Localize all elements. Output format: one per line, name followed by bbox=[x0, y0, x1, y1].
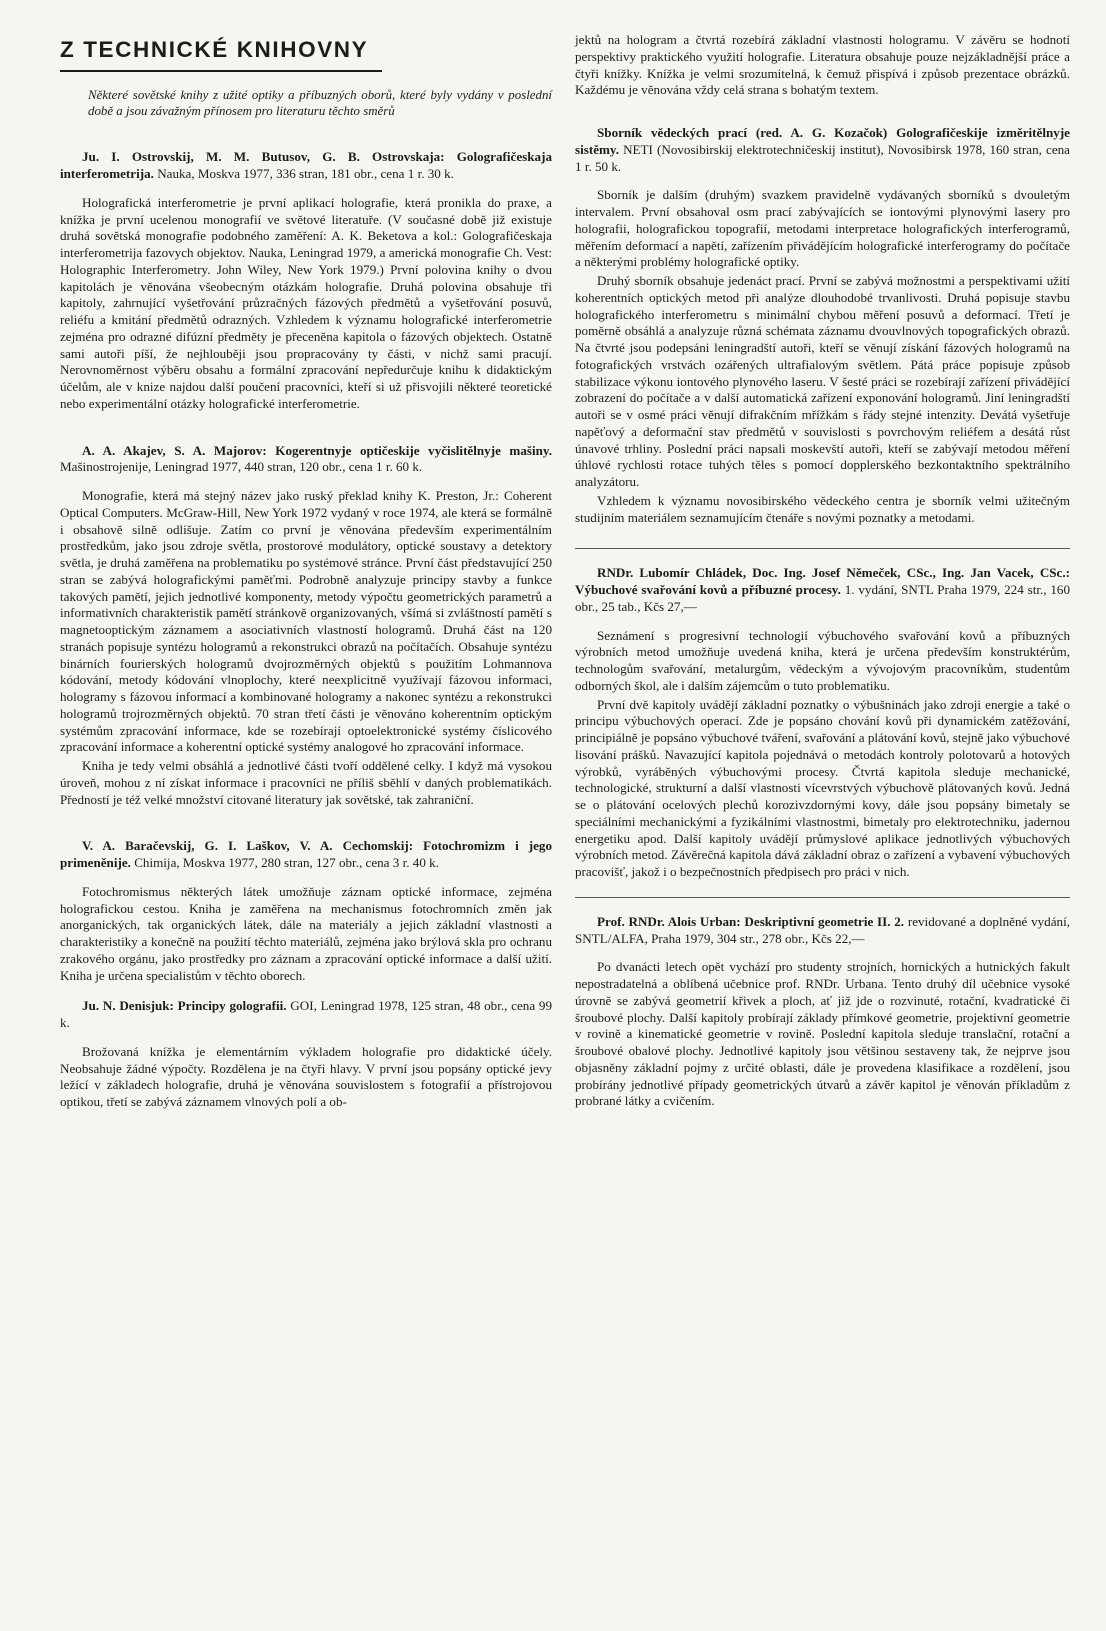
review-chladek bbox=[575, 565, 1070, 881]
review-paragraph: Fotochromismus některých látek umožňuje záznam optické informace, zejména holografickou cestou. Kniha je zaměřena na mechanismus fotochromních změn jak anorganických, tak organických látek, dále na materiály a jejich základní vlastnosti a charakteristiky a konečně na použití těchto materiálů, zejména jako brýlová skla pro ochranu zrakového orgánu, jako prostředky pro záznam a zpracování optické informace a další užití. Kniha je určena specialistům v těchto oborech. bbox=[60, 883, 552, 983]
intro-text: Některé sovětské knihy z užité optiky a příbuzných oborů, které byly vydány v poslední době a jsou závažným přínosem pro literaturu těchto směrů bbox=[88, 88, 552, 118]
review-kozacok bbox=[575, 125, 1070, 526]
review-body bbox=[60, 884, 552, 985]
review-ostrovskij bbox=[60, 149, 552, 412]
review-body bbox=[575, 628, 1070, 881]
book-publisher: Chimija, Moskva 1977, 280 stran, 127 obr., cena 3 r. 40 k. bbox=[130, 855, 439, 871]
review-body bbox=[60, 488, 552, 808]
book-title: Sborník vědeckých prací (red. A. G. Kozačok) Golografičeskije izměritělnyje sistěmy. bbox=[575, 125, 1070, 157]
title-rule bbox=[60, 70, 382, 72]
book-title: V. A. Baračevskij, G. I. Laškov, V. A. Cechomskij: Fotochromizm i jego primeněnije. bbox=[60, 838, 552, 871]
review-paragraph-continued: jektů na hologram a čtvrtá rozebírá základní vlastnosti hologramu. V závěru se hodnotí perspektivy praktického využití holografie. Literatura obsahuje pouze nejzákladnější práce a čtyři knížky. Knížka je velmi srozumitelná, k čemuž přispívá i způsob prezentace obrázků. Každému je věnována vždy celá strana s bohatým textem. bbox=[575, 32, 1070, 98]
review-paragraph: Druhý sborník obsahuje jedenáct prací. První se zabývá možnostmi a perspektivami užití koherentních optických metod při analýze dlouhodobé trvanlivosti. Druhá popisuje stavbu holografického interferometru s minimální chybou měření posuvů a deformací. Třetí je poměrně obsáhlá a analyzuje různá schémata záznamu dvouvlnových topografických obrazů. Na čtvrté jsou podepsáni leningradští autoři, kteří se věnují získání fázových hologramů na fotografických vrstvách ozářených ultrafialovým světlem. Pátá práce popisuje způsob stabilizace výkonu iontového plynového laseru. V šesté práci se rozebírají zařízení přivádějící zobrazení do počítače a v další automatická zařízení exponování hologramů. Jiní leningradští autoři se v osmé práci věnují difrakčním mřížkám s řády stejné intenzity. Devátá vyšetřuje napěťový a deformační stav předmětů v souvislosti s povrchovým reliéfem a desátá růst únavové trhliny. Poslední práci napsali moskevští autoři, kteří se zabývají metodou měření úhlové rychlosti rotace tuhých těles s pomocí dopplerského bezkontaktního spektrálního analyzátoru. bbox=[575, 273, 1070, 489]
book-title: RNDr. Lubomír Chládek, Doc. Ing. Josef Němeček, CSc., Ing. Jan Vacek, CSc.: Výbuchové svařování kovů a příbuzné procesy. bbox=[575, 565, 1070, 597]
review-urban bbox=[575, 914, 1070, 1110]
book-publisher: revidované a doplněné vydání, SNTL/ALFA, Praha 1979, 304 str., 278 obr., Kčs 22,— bbox=[575, 913, 1070, 946]
review-paragraph: Kniha je tedy velmi obsáhlá a jednotlivé části tvoří oddělené celky. I když má vysokou úroveň, mohou z ní získat informace i pracovníci ne příliš sběhlí v daných problematikách. Předností je též velké množství citované literatury jak sovětské, tak zahraniční. bbox=[60, 758, 552, 807]
book-publisher: Nauka, Moskva 1977, 336 stran, 181 obr., cena 1 r. 30 k. bbox=[153, 166, 454, 182]
review-paragraph: První dvě kapitoly uvádějí základní poznatky o výbušninách jako zdroji energie a také o principu výbuchových operací. Zde je popsáno chování kovů při dynamickém zatěžování, principiálně je popsáno výbuchové tváření, svařování a plátování kovů, stejně jako výbuchové lisování prášků. Navazující kapitola pojednává o metodách kontroly polotovarů a hotových výrobků, vyráběných výbuchovými procesy. Čtvrtá kapitola sleduje mechanické, technologické, strukturní a další vlastnosti vícevrstvých výbuchově plátovaných kovů. Jedná se o plátování ocelových plechů korozivzdornými kovy, dále jsou popsány bimetaly se speciálními mechanickými a fyzikálními vlastnostmi, bimetaly pro elektrotechniku, jadernou energetiku apod. Další kapitoly uvádějí průmyslové aplikace jednotlivých výbuchových výrobních metod. Závěrečná kapitola dává základní obraz o zařízení a vybavení výbuchových pracovišť, jakož i o bezpečnostních předpisech pro práci v nich. bbox=[575, 696, 1070, 879]
section-title: Z TECHNICKÉ KNIHOVNY bbox=[60, 37, 369, 62]
book-title: Prof. RNDr. Alois Urban: Deskriptivní geometrie II. 2. bbox=[597, 913, 905, 929]
book-reference bbox=[575, 565, 1070, 615]
review-denisjuk-continued bbox=[575, 32, 1070, 99]
review-paragraph: Seznámení s progresivní technologií výbuchového svařování kovů a příbuzných výrobních metod umožňuje uvedená kniha, která je určena především konstruktérům, technologům svařování, metalurgům, vědeckým a vývojovým pracovníkům, studentům odborných škol, ale i dalším zájemcům o tuto problematiku. bbox=[575, 627, 1070, 693]
book-reference bbox=[60, 443, 552, 477]
left-column bbox=[60, 32, 552, 1111]
review-body bbox=[575, 187, 1070, 526]
review-body bbox=[60, 195, 552, 413]
book-reference bbox=[575, 125, 1070, 175]
review-denisjuk bbox=[60, 998, 552, 1111]
book-publisher: NETI (Novosibirskij elektrotechničeskij institut), Novosibirsk 1978, 160 stran, cena 1 r. 50 k. bbox=[575, 141, 1070, 174]
review-body bbox=[60, 1044, 552, 1111]
book-reference bbox=[60, 149, 552, 183]
review-paragraph: Po dvanácti letech opět vychází pro studenty strojních, hornických a hutnických fakult nepostradatelná a oblíbená učebnice prof. RNDr. Urbana. Tento druhý díl učebnice vysoké úrovně se zabývá geometrií křivek a ploch, ať již jde o rozvinuté, rotační, kvadratické či šroubové plochy. Další kapitoly probírají základy přímkové geometrie, projektivní geometrie v rovině a kinematické geometrie v rovině. Poslední kapitola sleduje translační, rotační a šroubové obalové plochy. Jednotlivé kapitoly jsou většinou sestaveny tak, že nejprve jsou objasněny základní pojmy z určité oblasti, dále je provedena klasifikace a rozdělení, jsou probírány jednotlivé případy geometrických útvarů a závěr kapitol je věnován příkladům z probrané látky a cvičením. bbox=[575, 959, 1070, 1109]
book-title: Ju. I. Ostrovskij, M. M. Butusov, G. B. Ostrovskaja: Golografičeskaja interferometrija. bbox=[60, 149, 552, 182]
book-publisher: Mašinostrojenije, Leningrad 1977, 440 stran, 120 obr., cena 1 r. 60 k. bbox=[60, 459, 423, 475]
review-baracevskij bbox=[60, 838, 552, 984]
book-publisher: GOI, Leningrad 1978, 125 stran, 48 obr., cena 99 k. bbox=[60, 998, 552, 1031]
review-paragraph: Brožovaná knížka je elementárním výkladem holografie pro didaktické účely. Neobsahuje žádné výpočty. Rozdělena je na čtyři hlavy. V první jsou popsány optické jevy ležící v základech holografie, druhá je věnována souvislostem s fotografií a přístrojovou optikou, třetí se zabývá záznamem vlnových polí a ob- bbox=[60, 1043, 552, 1110]
book-reference bbox=[60, 838, 552, 872]
review-paragraph: Holografická interferometrie je první aplikací holografie, která pronikla do praxe, a knížka je první ucelenou monografií ve světové literatuře. (V současné době již existuje druhá sovětská monografie podobného zaměření: A. K. Beketova a kol.: Golografičeskaja interferometrija fazovych objektov. Nauka, Leningrad 1979, a americká monografie Ch. Vest: Holographic Interferometry. John Wiley, New York 1979.) První polovina knihy o dvou kapitolách je věnována všeobecným otázkám holografie. Druhá polovina obsahuje tři kapitoly, zahrnující vyšetřování průzračných fázových předmětů a vyšetřování posuvů, reliéfu a kmitání předmětů odrazných. Vzhledem k významu holografické interferometrie zejména pro odrazné difúzní předměty je přeceněna kapitola o fázových objektech. Ostatně sami autoři píší, že nejhlouběji jsou propracovány ty části, v nichž sami pracují. Nerovnoměrnost výběru obsahu a formální zpracování nepředurčuje knihu k didaktickým účelům, ale v knize najdou další poučení pracovníci, kteří si už přisvojili některé teoretické nebo experimentální otázky holografické interferometrie. bbox=[60, 194, 552, 411]
review-paragraph: Vzhledem k významu novosibirského vědeckého centra je sborník velmi užitečným studijním materiálem seznamujícím čtenáře s novými poznatky a metodami. bbox=[575, 492, 1070, 525]
book-reference bbox=[60, 998, 552, 1032]
review-paragraph: Sborník je dalším (druhým) svazkem pravidelně vydávaných sborníků s dvouletým intervalem. První obsahoval osm prací zabývajících se iontovými plynovými lasery pro holografii, holografickou topografií, metodami interpretace holografických interferogramů, měřením deformací a napětí, zařízením přivádějícím holografické interferogramy do počítače a některými problémy holografické optiky. bbox=[575, 187, 1070, 270]
book-title: A. A. Akajev, S. A. Majorov: Kogerentnyje optičeskije vyčislitělnyje mašiny. bbox=[82, 442, 552, 458]
review-paragraph: Monografie, která má stejný název jako ruský překlad knihy K. Preston, Jr.: Coherent Optical Computers. McGraw-Hill, New York 1972 vydaný v roce 1974, ale která se formálně i obsahově silně odlišuje. Zatím co první je věnována především experimentálním prostředkům, jako jsou zdroje světla, prostorové modulátory, optické soustavy a detektory světla, je druhá zaměřena na problematiku po systémové stránce. První část představující 250 stran se zabývá holografickými paměťmi. Podrobně analyzuje principy stavby a funkce takových pamětí, jejich jednotlivé komponenty, metody výpočtu geometrických parametrů a informativních charakteristik pamětí stránkově organizovaných, všímá si zvláštností pamětí s magnetooptickým záznamem a asociativních vlastností hologramů. Druhá část na 120 stranách popisuje syntézu hologramů a rekonstrukci obrazů na počítačích. Obsahuje syntézu binárních fourierských hologramů dvojrozměrných objektů s použitím Lohmannova kódování, metody kódování vlnoplochy, které neexplicitně využívají fázovou informaci, hologramy s fázovou informací a kombinované hologramy a nakonec syntézu a rekonstrukci hologramů trojrozměrných objektů. 70 stran třetí části je věnováno koherentním optickým systémům zpracování informace, kde se rozebírají optoelektronické systémy číslicového zpracování informace a koherentní optické systémy analogové ho zpracování informace. bbox=[60, 488, 552, 755]
book-title: Ju. N. Denisjuk: Principy golografii. bbox=[82, 998, 287, 1014]
review-body bbox=[575, 959, 1070, 1110]
review-akajev bbox=[60, 443, 552, 809]
book-publisher: 1. vydání, SNTL Praha 1979, 224 str., 160 obr., 25 tab., Kčs 27,— bbox=[575, 582, 1070, 614]
book-reference bbox=[575, 914, 1070, 948]
right-column bbox=[575, 32, 1070, 1110]
